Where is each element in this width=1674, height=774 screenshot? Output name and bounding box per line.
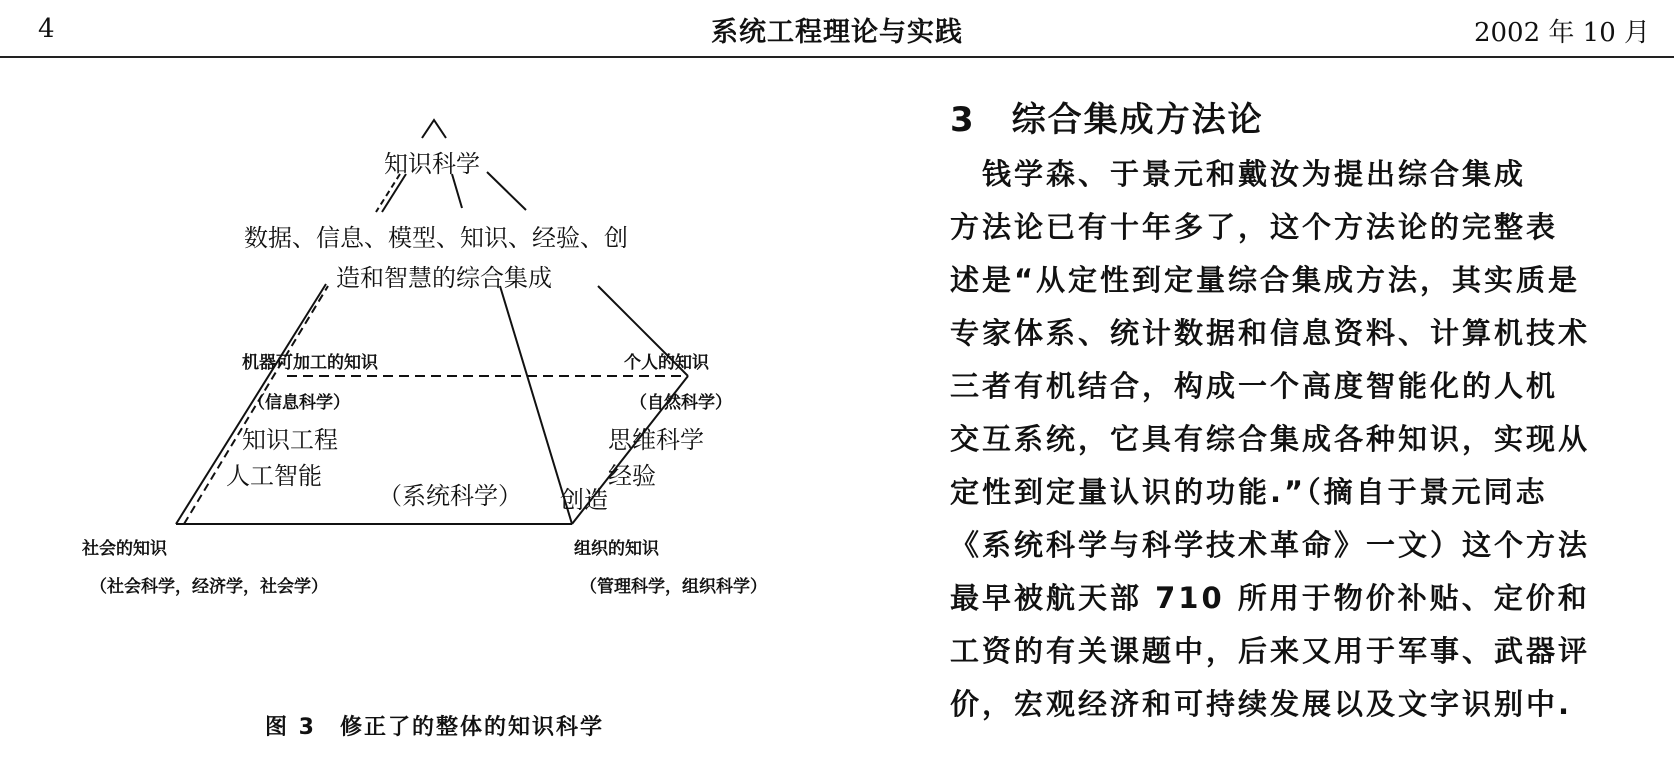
- social-sciences-label: （社会科学，经济学，社会学）: [90, 577, 328, 597]
- header-rule: [0, 56, 1674, 58]
- figure-caption: 图 3 修正了的整体的知识科学: [265, 715, 604, 740]
- page-header: [0, 0, 1674, 54]
- social-knowledge-label: 社会的知识: [82, 539, 167, 559]
- dashed-connector: [376, 174, 400, 212]
- thinking-science-label: 思维科学: [608, 426, 704, 454]
- body-line-10: 工资的有关课题中，后来又用于军事、武器评: [950, 634, 1591, 668]
- arrow-up-mark: [422, 120, 446, 138]
- knowledge-pyramid-figure: [60, 100, 880, 660]
- machine-knowledge-label: 机器可加工的知识: [242, 353, 378, 373]
- body-line-7: 定性到定量认识的功能.”（摘自于景元同志: [950, 475, 1548, 509]
- body-line-11: 价，宏观经济和可持续发展以及文字识别中.: [950, 687, 1573, 721]
- integration-label-line1: 数据、信息、模型、知识、经验、创: [244, 224, 628, 252]
- section-heading: 3 综合集成方法论: [950, 100, 1264, 140]
- page-number: 4: [38, 14, 55, 44]
- body-line-2: 方法论已有十年多了，这个方法论的完整表: [950, 210, 1559, 244]
- natural-science-label: （自然科学）: [630, 393, 732, 413]
- organizational-knowledge-label: 组织的知识: [574, 539, 659, 559]
- body-line-8: 《系统科学与科学技术革命》一文）这个方法: [950, 528, 1591, 562]
- artificial-intelligence-label: 人工智能: [226, 462, 322, 490]
- management-sciences-label: （管理科学，组织科学）: [580, 577, 767, 597]
- body-line-4: 专家体系、统计数据和信息资料、计算机技术: [950, 316, 1591, 350]
- creation-label: 创造: [560, 486, 608, 514]
- solid-connector-mid: [452, 174, 462, 208]
- knowledge-science-label: 知识科学: [384, 150, 480, 178]
- solid-connector-left: [382, 174, 406, 212]
- experience-label: 经验: [608, 462, 656, 490]
- integration-label-line2: 造和智慧的综合集成: [336, 264, 552, 292]
- body-line-6: 交互系统，它具有综合集成各种知识，实现从: [950, 422, 1591, 456]
- information-science-label: （信息科学）: [248, 393, 350, 413]
- issue-date: 2002 年 10 月: [1473, 18, 1650, 48]
- body-line-9: 最早被航天部 710 所用于物价补贴、定价和: [950, 581, 1590, 615]
- personal-knowledge-label: 个人的知识: [624, 353, 709, 373]
- section-body: [950, 148, 1645, 731]
- body-line-1: 钱学森、于景元和戴汝为提出综合集成: [950, 157, 1527, 191]
- knowledge-engineering-label: 知识工程: [242, 426, 338, 454]
- body-line-5: 三者有机结合，构成一个高度智能化的人机: [950, 369, 1559, 403]
- solid-connector-right: [487, 172, 526, 210]
- body-line-3: 述是“从定性到定量综合集成方法，其实质是: [950, 263, 1581, 297]
- journal-title: 系统工程理论与实践: [711, 17, 963, 48]
- systems-science-label: （系统科学）: [378, 482, 522, 510]
